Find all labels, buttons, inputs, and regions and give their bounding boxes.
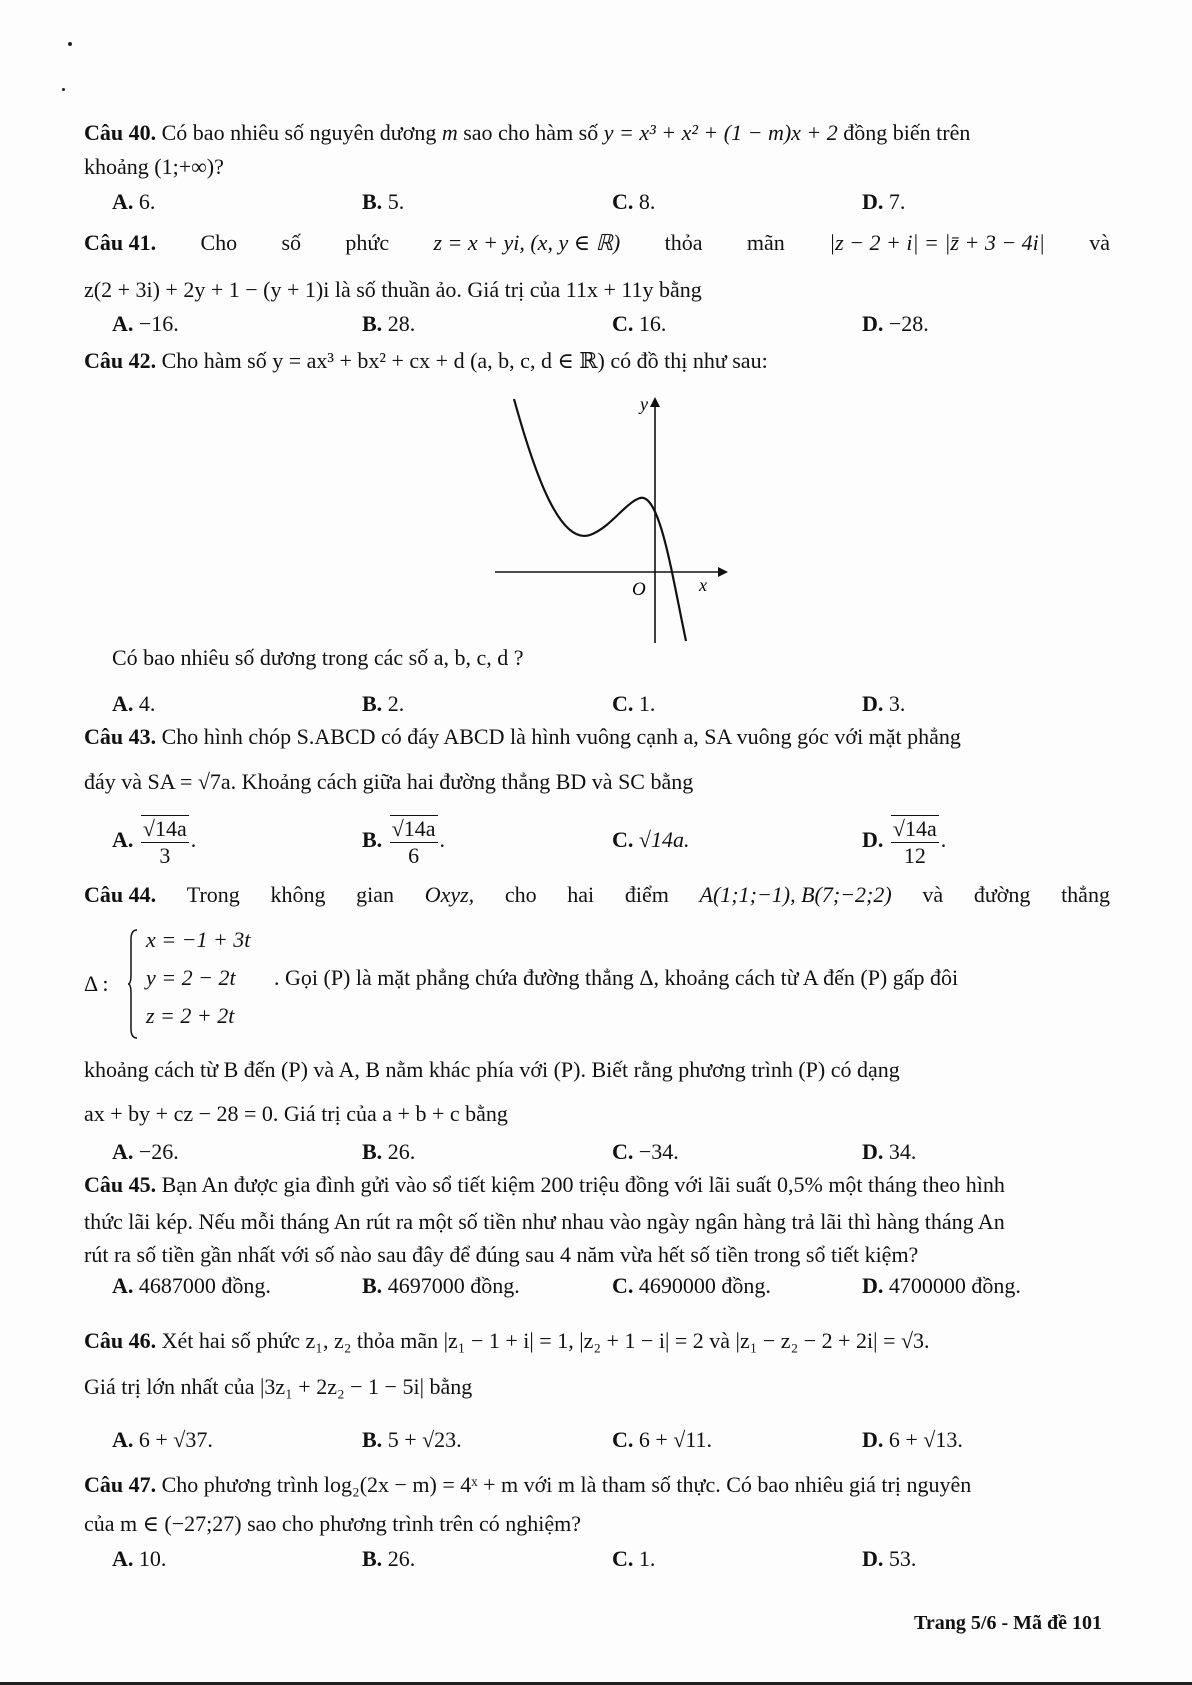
- q45-options: [112, 1270, 1112, 1302]
- brace: [128, 929, 138, 1039]
- cubic-graph: [490, 395, 730, 645]
- q44-line1: Câu 44. Trong không gian Oxyz, cho hai điểm A(1;1;−1), B(7;−2;2) và đường thẳng: [84, 882, 1110, 907]
- q45-option-c: C. 4690000 đồng.: [612, 1273, 771, 1298]
- q44-line3: khoảng cách từ B đến (P) và A, B nằm khác phía với (P). Biết rằng phương trình (P) có dạng: [84, 1057, 900, 1082]
- q45-option-a: A. 4687000 đồng.: [112, 1273, 271, 1298]
- q40-options: [112, 186, 1112, 218]
- q46-option-d: D. 6 + √13.: [862, 1427, 963, 1452]
- q40-option-a: A. 6.: [112, 189, 156, 214]
- q42-line1: Câu 42. Cho hàm số y = ax³ + bx² + cx + d (a, b, c, d ∈ ℝ) có đồ thị như sau:: [84, 348, 768, 373]
- q43-option-b: B. $\frac{√14a}{6}$ .: [362, 815, 446, 868]
- q44-option-a: A. −26.: [112, 1139, 179, 1164]
- y-axis-arrow: [650, 397, 660, 407]
- q41-option-d: D. −28.: [862, 311, 929, 336]
- q46-line2: Giá trị lớn nhất của |3z₁ + 2z₂ − 1 − 5i| bằng: [84, 1374, 473, 1399]
- q43-option-d: D. $\frac{√14a}{12}$ .: [862, 815, 947, 868]
- q41-option-c: C. 16.: [612, 311, 667, 336]
- q42-option-d: D. 3.: [862, 691, 906, 716]
- origin-label: O: [632, 579, 646, 600]
- q46-option-b: B. 5 + √23.: [362, 1427, 462, 1452]
- q44-line-system: Δ : x = −1 + 3t y = 2 − 2t z = 2 + 2t . Gọi (P) là mặt phẳng chứa đường thẳng Δ, khoảng cách từ A đến (P) gấp đôi: [84, 925, 1110, 1045]
- q47-option-b: B. 26.: [362, 1546, 416, 1571]
- x-axis-arrow: [718, 567, 728, 577]
- q40-line2: khoảng (1;+∞)?: [84, 154, 224, 179]
- q42-option-a: A. 4.: [112, 691, 156, 716]
- q43-option-a: A. $\frac{√14a}{3}$ .: [112, 815, 197, 868]
- q42-options: [112, 688, 1112, 720]
- x-axis-label: x: [699, 575, 707, 595]
- q41-options: [112, 308, 1112, 340]
- q44-option-d: D. 34.: [862, 1139, 917, 1164]
- q46-line1: Câu 46. Xét hai số phức z₁, z₂ thỏa mãn |z₁ − 1 + i| = 1, |z₂ + 1 − i| = 2 và |z₁ − z₂ − 2 + 2i| = √3.: [84, 1328, 930, 1353]
- q45-option-d: D. 4700000 đồng.: [862, 1273, 1021, 1298]
- speck: [62, 88, 65, 91]
- q46-option-a: A. 6 + √37.: [112, 1427, 213, 1452]
- q40-option-d: D. 7.: [862, 189, 906, 214]
- q44-options: [112, 1136, 1112, 1168]
- q41-option-b: B. 28.: [362, 311, 416, 336]
- q46-option-c: C. 6 + √11.: [612, 1427, 713, 1452]
- q47-option-a: A. 10.: [112, 1546, 167, 1571]
- q40-option-b: B. 5.: [362, 189, 405, 214]
- q40-option-c: C. 8.: [612, 189, 656, 214]
- q41-option-a: A. −16.: [112, 311, 179, 336]
- page-footer: Trang 5/6 - Mã đề 101: [914, 1612, 1102, 1634]
- q47-line2: của m ∈ (−27;27) sao cho phương trình trên có nghiệm?: [84, 1511, 582, 1536]
- q45-line3: rút ra số tiền gần nhất với số nào sau đây để đúng sau 4 năm vừa hết số tiền trong sổ tiết kiệm?: [84, 1242, 919, 1267]
- q43-option-c: C. √14a.: [612, 827, 690, 852]
- q44-option-c: C. −34.: [612, 1139, 679, 1164]
- q47-option-c: C. 1.: [612, 1546, 656, 1571]
- speck: [68, 42, 72, 46]
- q47-line1: Câu 47. Cho phương trình log₂(2x − m) = 4ˣ + m với m là tham số thực. Có bao nhiêu giá trị nguyên: [84, 1472, 972, 1497]
- q42-option-c: C. 1.: [612, 691, 656, 716]
- q47-option-d: D. 53.: [862, 1546, 917, 1571]
- q42-option-b: B. 2.: [362, 691, 405, 716]
- q40-line1: Câu 40. Có bao nhiêu số nguyên dương m sao cho hàm số y = x³ + x² + (1 − m)x + 2 đồng biến trên: [84, 120, 971, 145]
- q41-line2: z(2 + 3i) + 2y + 1 − (y + 1)i là số thuần ảo. Giá trị của 11x + 11y bằng: [84, 277, 702, 302]
- q42-question: Có bao nhiêu số dương trong các số a, b, c, d ?: [112, 645, 524, 670]
- cubic-curve: [514, 399, 686, 641]
- q41-line1: Câu 41. Cho số phức z = x + yi, (x, y ∈ ℝ) thỏa mãn |z − 2 + i| = |z̄ + 3 − 4i| và: [84, 230, 1110, 255]
- q44-option-b: B. 26.: [362, 1139, 416, 1164]
- q45-line1: Câu 45. Bạn An được gia đình gửi vào sổ tiết kiệm 200 triệu đồng với lãi suất 0,5% một tháng theo hình: [84, 1172, 1005, 1197]
- q43-line2: đáy và SA = √7a. Khoảng cách giữa hai đường thẳng BD và SC bằng: [84, 769, 694, 794]
- q46-options: [112, 1424, 1112, 1456]
- q45-line2: thức lãi kép. Nếu mỗi tháng An rút ra một số tiền như nhau vào ngày ngân hàng trả lãi thì hàng tháng An: [84, 1209, 1005, 1234]
- y-axis-label: y: [640, 395, 648, 414]
- q44-line4: ax + by + cz − 28 = 0. Giá trị của a + b + c bằng: [84, 1101, 508, 1126]
- q43-line1: Câu 43. Cho hình chóp S.ABCD có đáy ABCD là hình vuông cạnh a, SA vuông góc với mặt phẳng: [84, 724, 961, 749]
- q47-options: [112, 1543, 1112, 1575]
- q43-options: [112, 810, 1112, 880]
- q45-option-b: B. 4697000 đồng.: [362, 1273, 520, 1298]
